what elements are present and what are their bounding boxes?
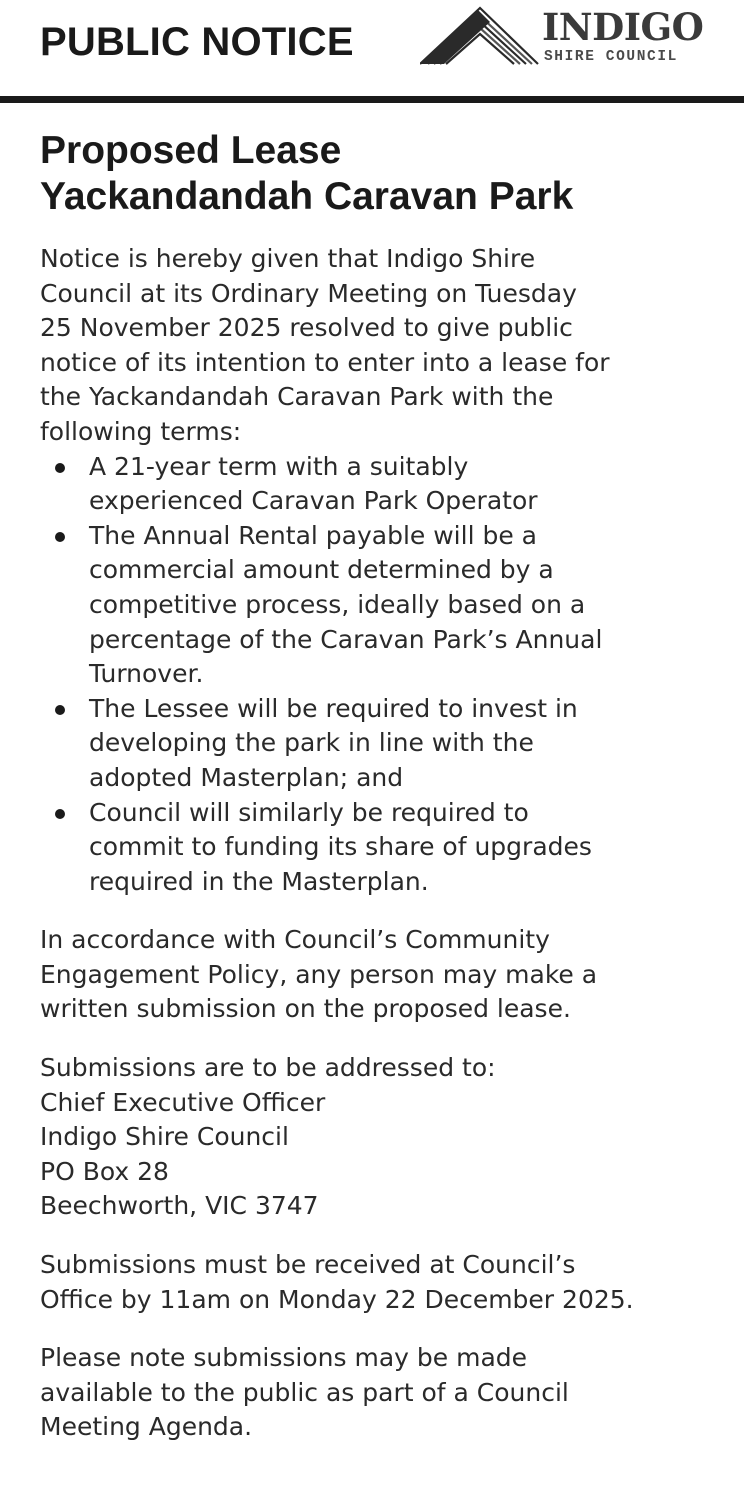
- address-line: Indigo Shire Council: [40, 1122, 289, 1152]
- term-line: competitive process, ideally based on a: [89, 589, 586, 619]
- term-line: commercial amount determined by a: [89, 555, 554, 585]
- lease-term-item: [40, 692, 700, 796]
- lease-term-item: [40, 796, 700, 900]
- intro-paragraph: [40, 242, 700, 450]
- disclaimer-paragraph: [40, 1341, 700, 1445]
- intro-line: notice of its intention to enter into a lease for: [40, 347, 610, 377]
- indigo-shire-council-logo: [420, 6, 720, 68]
- header-divider: [0, 96, 744, 103]
- public-notice-title: PUBLIC NOTICE: [40, 20, 354, 64]
- mountain-stripes-logo-icon: [420, 6, 540, 68]
- address-line: PO Box 28: [40, 1156, 169, 1186]
- term-line: The Lessee will be required to invest in: [89, 693, 578, 723]
- disclaimer-line: Please note submissions may be made: [40, 1343, 528, 1373]
- policy-paragraph: [40, 923, 700, 1027]
- intro-line: Notice is hereby given that Indigo Shire: [40, 244, 536, 273]
- bullet-icon: [55, 463, 65, 473]
- term-line: required in the Masterplan.: [89, 866, 429, 896]
- intro-line: 25 November 2025 resolved to give public: [40, 313, 573, 343]
- address-line: Beechworth, VIC 3747: [40, 1191, 319, 1221]
- deadline-line: Submissions must be received at Council’s: [40, 1250, 576, 1280]
- term-line: Council will similarly be required to: [89, 797, 529, 827]
- intro-line: Council at its Ordinary Meeting on Tuesday: [40, 278, 577, 308]
- notice-heading: [40, 128, 700, 220]
- term-line: Turnover.: [89, 659, 204, 689]
- notice-body: [40, 128, 700, 1445]
- policy-line: Engagement Policy, any person may make a: [40, 959, 598, 989]
- term-line: experienced Caravan Park Operator: [89, 486, 538, 516]
- logo-name: INDIGO: [542, 5, 704, 49]
- bullet-icon: [55, 809, 65, 819]
- intro-line: the Yackandandah Caravan Park with the: [40, 382, 554, 412]
- address-line: Chief Executive Officer: [40, 1087, 326, 1117]
- term-line: developing the park in line with the: [89, 728, 534, 758]
- term-line: adopted Masterplan; and: [89, 762, 404, 792]
- notice-header: [0, 0, 744, 98]
- term-line: The Annual Rental payable will be a: [89, 520, 537, 550]
- bullet-icon: [55, 532, 65, 542]
- lease-term-item: [40, 519, 700, 692]
- policy-line: written submission on the proposed lease.: [40, 994, 571, 1024]
- heading-line: Proposed Lease: [40, 129, 342, 172]
- deadline-line: Office by 11am on Monday 22 December 2025.: [40, 1284, 634, 1314]
- term-line: A 21-year term with a suitably: [89, 451, 469, 481]
- policy-line: In accordance with Council’s Community: [40, 925, 550, 955]
- address-line: Submissions are to be addressed to:: [40, 1053, 496, 1083]
- submission-address: [40, 1051, 700, 1224]
- bullet-icon: [55, 705, 65, 715]
- disclaimer-line: available to the public as part of a Council: [40, 1377, 569, 1407]
- intro-line: following terms:: [40, 416, 242, 446]
- logo-subtitle: SHIRE COUNCIL: [544, 49, 678, 65]
- heading-line: Yackandandah Caravan Park: [40, 175, 574, 218]
- lease-terms-list: [40, 450, 700, 900]
- disclaimer-line: Meeting Agenda.: [40, 1412, 253, 1442]
- term-line: commit to funding its share of upgrades: [89, 832, 592, 862]
- deadline-paragraph: [40, 1248, 700, 1317]
- term-line: percentage of the Caravan Park’s Annual: [89, 624, 603, 654]
- lease-term-item: [40, 450, 700, 519]
